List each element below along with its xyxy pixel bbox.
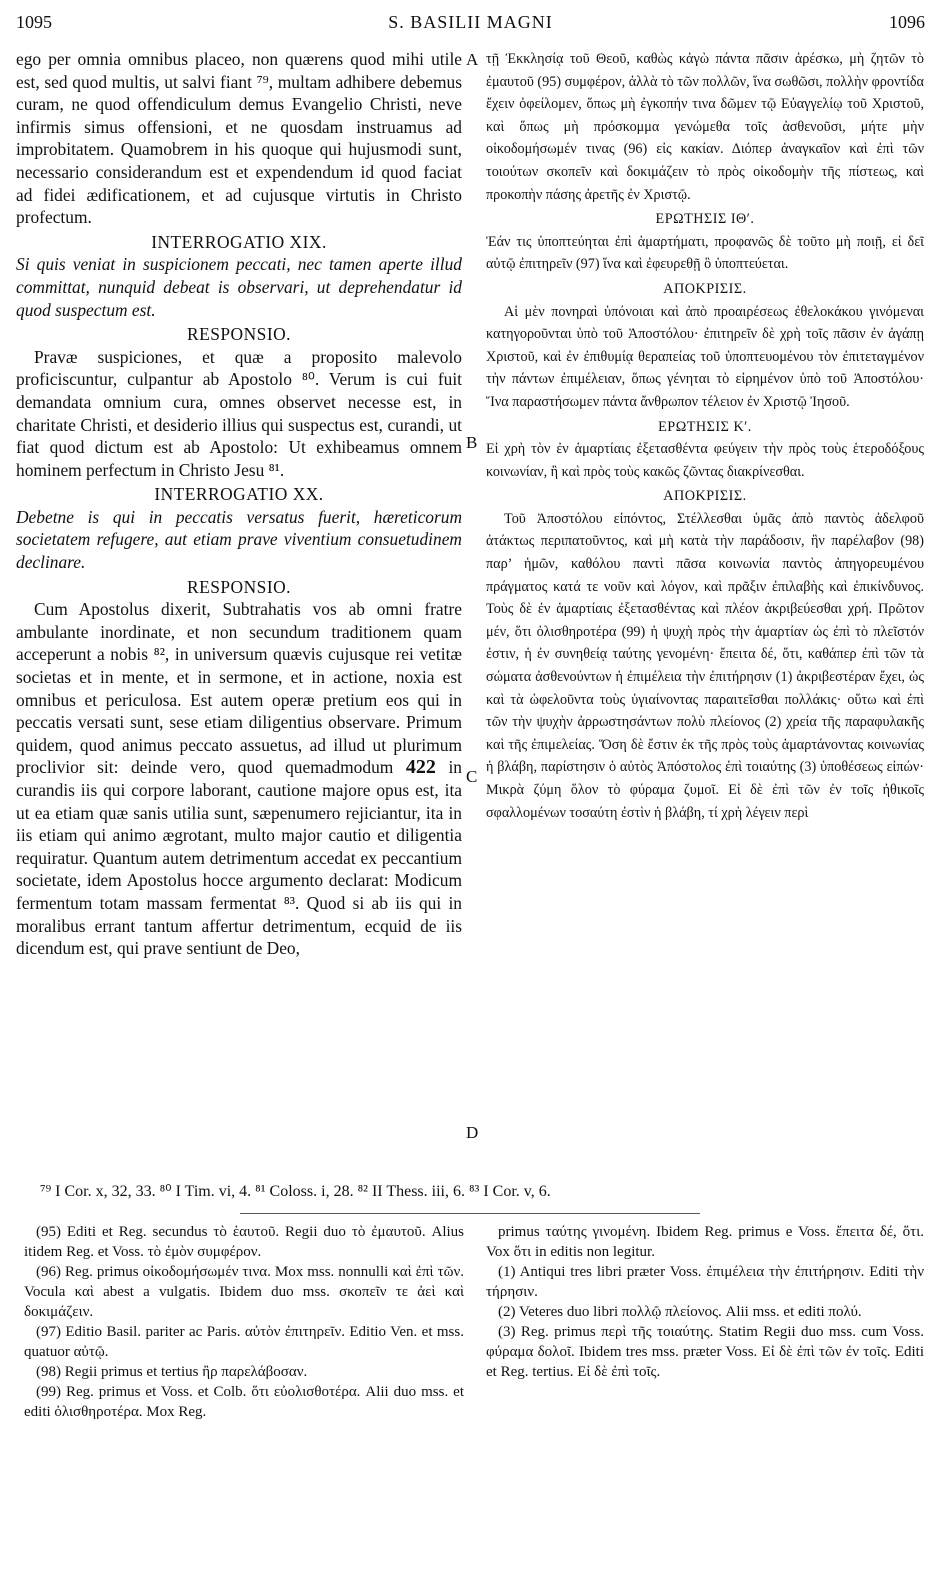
footnote: (98) Regii primus et tertius ἢρ παρελάβοσαν. xyxy=(36,1364,308,1380)
latin-heading-interrogatio-19: INTERROGATIO XIX. xyxy=(151,231,327,252)
footnote: primus ταύτης γινομένη. Ibidem Reg. primus e Voss. ἔπειτα δέ, ὅτι. Vox ὅτι in editis non legitur. xyxy=(486,1224,924,1260)
greek-question-19: Ἐάν τις ὑποπτεύηται ἐπὶ ἁμαρτήματι, προφανῶς δὲ τοῦτο μὴ ποιῇ, εἰ δεῖ αὐτῷ ἐπιτηρεῖν (97) ἵνα καὶ ἐφευρεθῇ ὃ ὑποπτεύεται. xyxy=(486,233,924,273)
margin-letter-d: D xyxy=(466,1123,479,1142)
right-page-number: 1096 xyxy=(889,12,925,32)
latin-heading-responsio-19: RESPONSIO. xyxy=(186,324,292,345)
greek-answer-20: Τοῦ Ἀποστόλου εἰπόντος, Στέλλεσθαι ὑμᾶς ἀπὸ παντὸς ἀδελφοῦ ἀτάκτως περιπατοῦντος, καὶ μὴ κατὰ τὴν παράδοσιν, ἣν παρέλαβον (98) παρ’ ἡμῶν, καθόλου παντὶ πᾶσα κοινωνία παντὸς ἀπηγορευμένου πράγματος κατά τε νοῦν καὶ λόγον, καὶ πρᾶξιν ἐπιλαβὴς καὶ ἐπικίνδυνος. Τοὺς δὲ ἐν ἁμαρτίαις ἐξετασθέντας καὶ πλέον ἀκριβεύεσθαι χρή. Πρῶτον μέν, ὅτι ὀλισθηροτέρα (99) ἡ ψυχὴ πρὸς τὴν ἁμαρτίαν ὡς ἐπὶ τὸ πλεῖστόν ἐστιν, ἡ ἐν συνηθείᾳ ταύτης γενομένη· ἔπειτα δέ, ὅτι, καθάπερ ἐπὶ τῶν τὰ σώματα ἀσθενούντων ἡ ἐπιμέλεια τὴν ἐπιτήρησιν (1) ἀκριβεστέραν ἔχει, ὡς καὶ τὰ ὠφελοῦντα τοὺς ὑγιαίνοντας παραιτεῖσθαι πολλάκις· οὕτω καὶ ἐπὶ τῶν τὴν ψυχὴν ἀρρωστησάντων πολὺ πλείονος (2) χρεία τῆς παραφυλακῆς καὶ τῆς ἐπιμελείας. Ὅση δὲ ἔστιν ἐκ τῆς πρὸς τοὺς ἁμαρτάνοντας κοινωνίας ἡ βλάβη, παρίστησιν ὁ αὐτὸς Ἀπόστολος ἐπὶ τοιαύτης (3) ὑποθέσεως εἰπών· Μικρὰ ζύμη ὅλον τὸ φύραμα ζυμοῖ. Εἰ δὲ ἐπὶ τῶν ἐν τοῖς ἠθικοῖς σφαλλομένων τοσαύτη ἐστὶν ἡ βλάβη, τί χρὴ λέγειν περὶ xyxy=(486,510,924,821)
footnote: (95) Editi et Reg. secundus τὸ ἑαυτοῦ. Regii duo τὸ ἐμαυτοῦ. Alius itidem Reg. et Voss. τὸ ἐμὸν συμφέρον. xyxy=(24,1224,464,1260)
margin-letter-a: A xyxy=(466,50,479,69)
margin-letter-c: C xyxy=(466,767,478,786)
greek-column xyxy=(486,48,924,1174)
footnotes-right xyxy=(486,1222,924,1382)
running-header xyxy=(16,12,925,40)
latin-answer-20-part2: in curandis iis qui corpore laborant, cautione majore opus est, ita ut ea etiam quæ sanis utilia sunt, sæpenumero rejiciantur, ita in iis etiam qui animo ægrotant, multo major cautio et diligentia requiratur. Quantum autem detrimentum accedat ex peccantium societate, idem Apostolus hocce argumento declarat: Modicum fermentum totam massam fermentat ⁸³. Quod si ab iis qui in moralibus errant tantum affertur detrimentum, ecquid de iis dicendum est, qui prave sentiunt de Deo, xyxy=(16,757,462,959)
greek-paragraph-opening: τῇ Ἐκκλησίᾳ τοῦ Θεοῦ, καθὼς κἀγὼ πάντα πᾶσιν ἀρέσκω, μὴ ζητῶν τὸ ἐμαυτοῦ (95) συμφέρον, ἀλλὰ τὸ τῶν πολλῶν, ἵνα σωθῶσι, πολλὴν φροντίδα ἔχειν ὀφείλομεν, ὅπως μὴ ἐγκοπήν τινα δῶμεν τῷ Εὐαγγελίῳ τοῦ Χριστοῦ, καὶ ὅπως μὴ πρόσκομμα γενώμεθα τοῖς ἀσθενοῦσι, μήτε μὴν οἰκοδομήσωμέν τινας (96) εἰς κακίαν. Διόπερ ἀναγκαῖον καὶ ἐπὶ τῶν τοιούτων σκοπεῖν καὶ δοκιμάζειν τὸ πρὸς οἰκοδομὴν τῆς πίστεως, καὶ προκοπὴν πάσης ἀρετῆς ἐν Χριστῷ. xyxy=(486,51,924,203)
footnotes-left xyxy=(24,1222,464,1422)
greek-heading-erotesis-19: ΕΡΩΤΗΣΙΣ ΙΘʹ. xyxy=(655,211,755,228)
latin-column xyxy=(16,48,462,1174)
greek-heading-erotesis-20: ΕΡΩΤΗΣΙΣ Κʹ. xyxy=(658,418,752,435)
scripture-references: ⁷⁹ I Cor. x, 32, 33. ⁸⁰ I Tim. vi, 4. ⁸¹ Coloss. i, 28. ⁸² II Thess. iii, 6. ⁸³ I Cor. v, 6. xyxy=(40,1183,551,1200)
latin-answer-20 xyxy=(16,598,462,960)
footnote: (96) Reg. primus οἰκοδομήσωμέν τινα. Mox mss. nonnulli καὶ ἐπὶ τῶν. Vocula καὶ abest a vulgatis. Ibidem duo mss. σκοπεῖν τε ἀεὶ καὶ δοκιμάζειν. xyxy=(24,1264,464,1320)
footnote: (97) Editio Basil. pariter ac Paris. αὐτὸν ἐπιτηρεῖν. Editio Ven. et mss. quatuor αὐτῷ. xyxy=(24,1324,464,1360)
footnote: (99) Reg. primus et Voss. et Colb. ὅτι εὐολισθοτέρα. Alii duo mss. et editi ὀλισθηροτέρα. Mox Reg. xyxy=(24,1384,464,1420)
latin-heading-responsio-20: RESPONSIO. xyxy=(186,576,292,597)
footnote-divider xyxy=(240,1213,700,1214)
footnote: (3) Reg. primus περὶ τῆς τοιαύτης. Statim Regii duo mss. cum Voss. φύραμα δολοῖ. Ibidem tres mss. præter Voss. Εἰ δὲ ἐπὶ τῶν ἐν τοῖς. Editi et Reg. tertius. Εἰ δὲ ἐπὶ τοῖς. xyxy=(486,1324,924,1380)
latin-paragraph-opening: ego per omnia omnibus placeo, non quærens quod mihi utile est, sed quod multis, ut salvi fiant ⁷⁹, multam adhibere debemus curam, ne quod offendiculum demus Evangelio Christi, neve infirmis simus offensioni, et ne quosdam instruamus ad improbitatem. Quamobrem in his quoque qui hujusmodi sunt, necessario considerandum est et expendendum id quod faciat ad fidei ædificationem, et ad cujusque virtutis in Christo profectum. xyxy=(16,49,462,228)
left-page-number: 1095 xyxy=(16,12,52,32)
greek-question-20: Εἰ χρὴ τὸν ἐν ἁμαρτίαις ἐξετασθέντα φεύγειν τὴν πρὸς τοὺς ἑτεροδόξους κοινωνίαν, ἢ καὶ πρὸς τοὺς κακῶς ζῶντας διακρίνεσθαι. xyxy=(486,441,924,480)
latin-answer-19: Pravæ suspiciones, et quæ a proposito malevolo proficiscuntur, culpantur ab Apostolo ⁸⁰. Verum is cui fuit demandata omnium cura, omnes observet necesse est, in charitate Christi, et desiderio illius qui suspectus est, curandi, ut fiat quod dictum est ab Apostolo: Ut exhibeamus omnem hominem perfectum in Christo Jesu ⁸¹. xyxy=(16,346,462,480)
column-number-422: 422 xyxy=(405,756,436,779)
footnote: (2) Veteres duo libri πολλῷ πλείονος. Alii mss. et editi πολύ. xyxy=(498,1304,862,1320)
running-title: S. BASILII MAGNI xyxy=(388,12,553,32)
margin-letter-b: B xyxy=(466,433,478,452)
latin-answer-20-part1: Cum Apostolus dixerit, Subtrahatis vos ab omni fratre ambulante inordinate, et non secundum traditionem quam acceperunt a nobis ⁸², in universum quævis cujusque rei vetitæ societas et in mente, et in sermone, et in actione, noxia est omnibus et periculosa. Est autem operæ pretium eos qui in peccatis versati sunt, sese etiam diligentius observare. Primum quidem, quod animus peccato assuetus, ad illud ut plurimum proclivior sit: deinde vero, quod quemadmodum xyxy=(16,599,462,778)
greek-answer-19: Αἱ μὲν πονηραὶ ὑπόνοιαι καὶ ἀπὸ προαιρέσεως ἐθελοκάκου γινόμεναι κατηγοροῦνται ὑπὸ τοῦ Ἀποστόλου· ἐπιτηρεῖν δὲ χρὴ τοῖς πᾶσιν ἐν ἀγάπῃ Χριστοῦ, καὶ ἐν ἐπιθυμίᾳ θεραπείας τοῦ ὑποπτευομένου τὸν ἐπιτεταγμένον τὴν πάντων ἐπιμέλειαν, ὅπως γένηται τὸ εἰρημένον ὑπὸ τοῦ Ἀποστόλου· Ἵνα παραστήσωμεν πάντα ἄνθρωπον τέλειον ἐν Χριστῷ Ἰησοῦ. xyxy=(486,303,924,410)
latin-question-19: Si quis veniat in suspicionem peccati, nec tamen aperte illud committat, nunquid debeat is observari, ut deprehendatur id quod suspectum est. xyxy=(16,254,462,320)
footnote: (1) Antiqui tres libri præter Voss. ἐπιμέλεια τὴν ἐπιτήρησιν. Editi τὴν τήρησιν. xyxy=(486,1264,924,1300)
greek-heading-apokrisis-20: ΑΠΟΚΡΙΣΙΣ. xyxy=(663,488,747,505)
latin-question-20: Debetne is qui in peccatis versatus fuerit, hæreticorum societatem refugere, aut etiam prave viventium consuetudinem declinare. xyxy=(16,506,462,573)
greek-heading-apokrisis-19: ΑΠΟΚΡΙΣΙΣ. xyxy=(663,280,747,297)
latin-heading-interrogatio-20: INTERROGATIO XX. xyxy=(154,484,324,505)
